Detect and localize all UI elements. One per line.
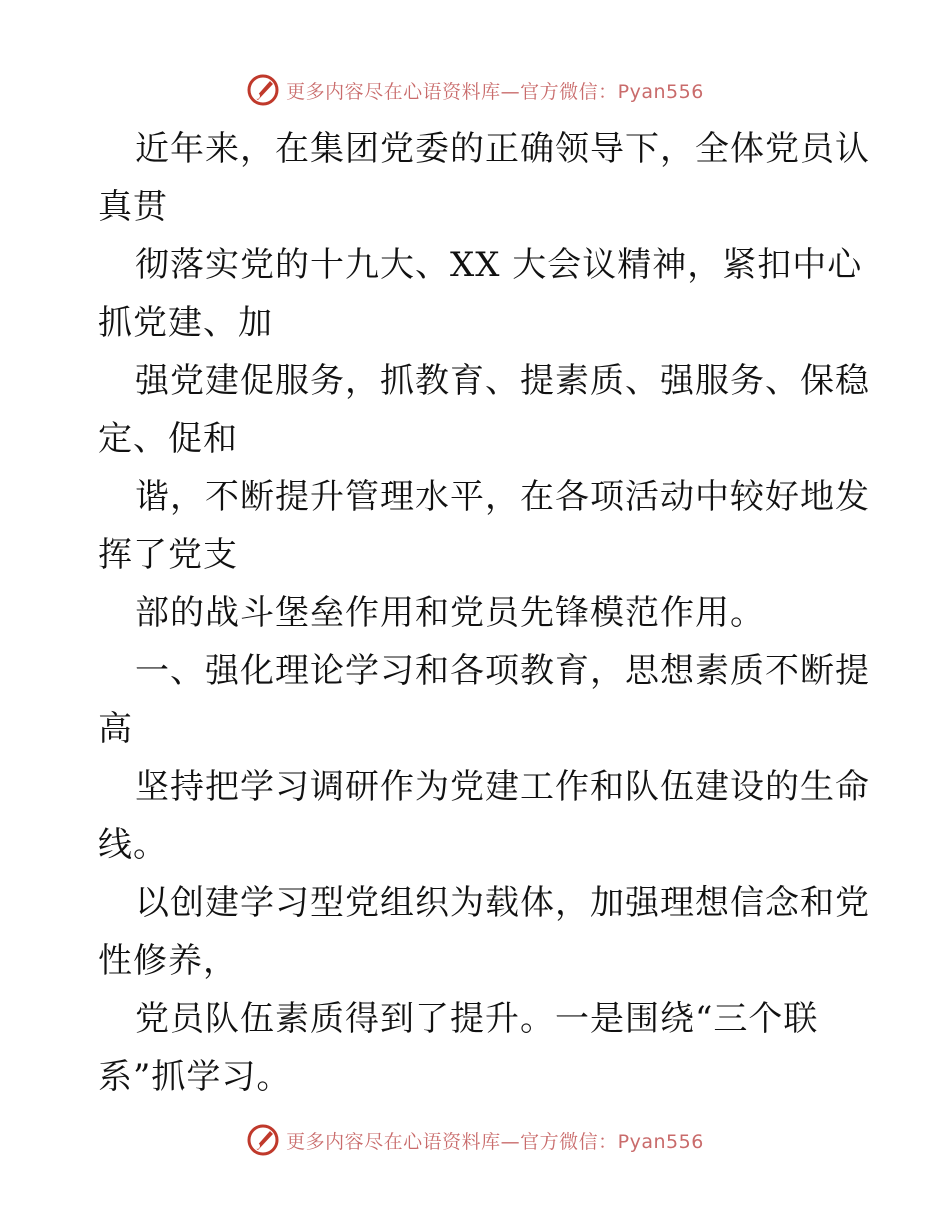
document-body [98,120,870,1106]
paragraph [98,874,870,990]
paragraph-line: 彻落实党的十九大、XX 大会议精神，紧扣中心 [135,245,863,285]
paragraph [98,468,870,584]
paragraph-line: 定、促和 [98,419,238,459]
paragraph-line: 高 [98,709,133,749]
paragraph-line: 一、强化理论学习和各项教育，思想素质不断提 [135,651,870,691]
header-banner [0,70,950,110]
paragraph [98,120,870,236]
paragraph-line: 挥了党支 [98,535,238,575]
paragraph [98,236,863,352]
paragraph-line: 系”抓学习。 [98,1057,292,1097]
footer-banner-text: 更多内容尽在心语资料库—官方微信：Pyan556 [286,1130,704,1153]
paragraph [98,352,870,468]
section-heading [98,642,870,758]
paragraph-line: 线。 [98,825,168,865]
paragraph-line: 谐，不断提升管理水平，在各项活动中较好地发 [135,477,870,517]
paragraph-line: 真贯 [98,187,168,227]
paragraph-line: 近年来，在集团党委的正确领导下，全体党员认 [135,129,870,169]
paragraph-line: 强党建促服务，抓教育、提素质、强服务、保稳 [135,361,870,401]
brand-logo-icon [246,1123,280,1157]
paragraph-line: 性修养， [98,941,238,981]
paragraph [98,990,858,1106]
header-banner-text: 更多内容尽在心语资料库—官方微信：Pyan556 [286,80,704,103]
paragraph-line: 以创建学习型党组织为载体，加强理想信念和党 [135,883,870,923]
footer-banner [0,1120,950,1160]
paragraph [98,758,870,874]
paragraph-line: 党员队伍素质得到了提升。一是围绕“三个联 [135,999,819,1039]
paragraph-line: 坚持把学习调研作为党建工作和队伍建设的生命 [135,767,870,807]
brand-logo-icon [246,73,280,107]
paragraph-line: 部的战斗堡垒作用和党员先锋模范作用。 [135,593,765,633]
paragraph-line: 抓党建、加 [98,303,273,343]
paragraph [98,584,858,642]
